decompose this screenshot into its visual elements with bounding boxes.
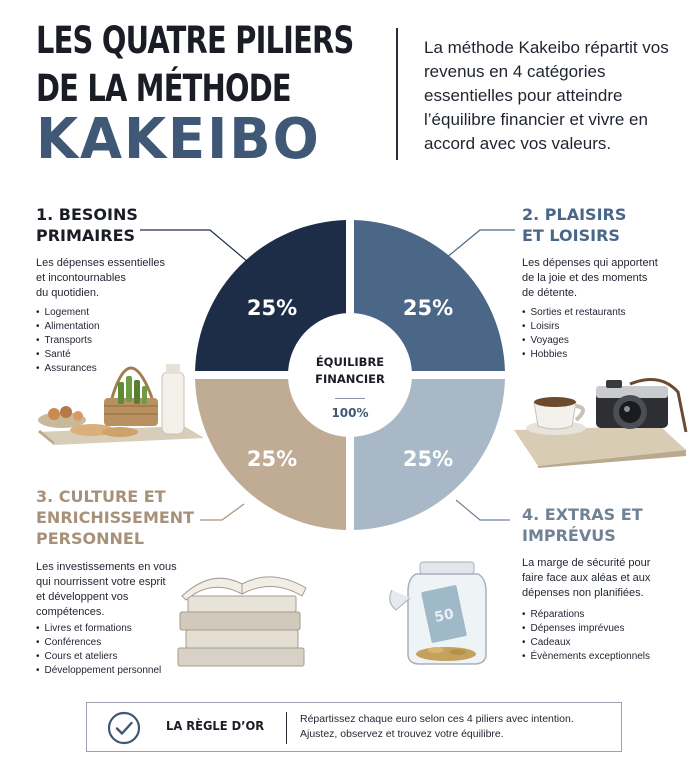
pillar-4-title: [522, 504, 643, 546]
list-item: • Cours et ateliers: [36, 650, 161, 664]
pillar-3-title-line2: ENRICHISSEMENT: [36, 508, 195, 527]
list-item: • Loisirs: [522, 320, 626, 334]
center-label: [300, 354, 400, 388]
center-divider: [335, 398, 365, 399]
pillar-4-desc-line: La marge de sécurité pour: [522, 557, 651, 569]
pillar-4-title-line2: IMPRÉVUS: [522, 526, 616, 545]
list-item: • Alimentation: [36, 320, 100, 334]
pillar-2-list: [522, 306, 626, 362]
leader-line-culture: [200, 504, 244, 520]
pillar-2-description: [522, 256, 658, 301]
pillar-2-title: [522, 204, 626, 246]
pillar-4-desc-line: dépenses non planifiées.: [522, 587, 644, 599]
leader-line-plaisirs: [446, 230, 515, 258]
list-item: • Transports: [36, 334, 100, 348]
pillar-1-title-line2: PRIMAIRES: [36, 226, 136, 245]
footer-divider: [286, 712, 287, 744]
pillar-2-title-line2: ET LOISIRS: [522, 226, 620, 245]
center-label-line2: FINANCIER: [315, 372, 385, 386]
list-item: • Voyages: [522, 334, 626, 348]
list-item: • Cadeaux: [522, 636, 650, 650]
pillar-1-desc-line: et incontournables: [36, 272, 126, 284]
pillar-1-description: [36, 256, 165, 301]
title-kakeibo: KAKEIBO: [36, 107, 321, 172]
pillar-3-desc-line: et développent vos: [36, 591, 129, 603]
list-item: • Réparations: [522, 608, 650, 622]
pillar-3-list: [36, 622, 161, 678]
list-item: • Livres et formations: [36, 622, 161, 636]
pillar-2-desc-line: de détente.: [522, 287, 578, 299]
percent-plaisirs: 25%: [402, 296, 454, 320]
list-item: • Santé: [36, 348, 100, 362]
svg-text:50: 50: [432, 606, 456, 626]
list-item: • Conférences: [36, 636, 161, 650]
pillar-2-desc-line: de la joie et des moments: [522, 272, 648, 284]
golden-rule-line2: Ajustez, observez et trouvez votre équilibre.: [300, 728, 504, 740]
book-stack-icon: [172, 566, 312, 670]
percent-extras: 25%: [402, 447, 454, 471]
golden-rule-text: [300, 712, 612, 742]
pillar-1-title: [36, 204, 138, 246]
title-line-1: LES QUATRE PILIERS: [36, 19, 354, 62]
intro-text: La méthode Kakeibo répartit vos revenus en 4 catégories essentielles pour atteindre l’équilibre financier et vivre en accord avec vos valeurs.: [424, 38, 669, 153]
title-line-2: DE LA MÉTHODE: [36, 67, 291, 110]
center-percent: 100%: [331, 406, 369, 420]
golden-rule-label: LA RÈGLE D’OR: [166, 718, 265, 733]
leader-line-extras: [456, 500, 510, 520]
groceries-basket-icon: [34, 346, 209, 446]
coffee-camera-icon: [510, 372, 690, 468]
center-label-line1: ÉQUILIBRE: [315, 355, 385, 369]
savings-jar-icon: [386, 558, 494, 670]
pillar-1-desc-line: du quotidien.: [36, 287, 99, 299]
pillar-3-desc-line: qui nourrissent votre esprit: [36, 576, 166, 588]
list-item: • Évènements exceptionnels: [522, 650, 650, 664]
pillar-3-description: [36, 560, 177, 620]
pillar-2-title-line1: 2. PLAISIRS: [522, 205, 627, 224]
pillar-1-desc-line: Les dépenses essentielles: [36, 257, 166, 269]
pillar-4-title-line1: 4. EXTRAS ET: [522, 505, 643, 524]
pillar-3-title-line1: 3. CULTURE ET: [36, 487, 166, 506]
pillar-3-title: [36, 486, 194, 549]
pillar-1-title-line1: 1. BESOINS: [36, 205, 138, 224]
list-item: • Assurances: [36, 362, 100, 376]
percent-besoins: 25%: [246, 296, 298, 320]
pillar-2-desc-line: Les dépenses qui apportent: [522, 257, 658, 269]
check-circle-icon: [106, 710, 142, 746]
list-item: • Hobbies: [522, 348, 626, 362]
pillar-3-desc-line: compétences.: [36, 606, 105, 618]
pillar-4-description: [522, 556, 650, 601]
list-item: • Sorties et restaurants: [522, 306, 626, 320]
golden-rule-line1: Répartissez chaque euro selon ces 4 piliers avec intention.: [300, 713, 574, 725]
pillar-4-desc-line: faire face aux aléas et aux: [522, 572, 651, 584]
percent-culture: 25%: [246, 447, 298, 471]
pillar-3-desc-line: Les investissements en vous: [36, 561, 177, 573]
list-item: • Développement personnel: [36, 664, 161, 678]
list-item: • Dépenses imprévues: [522, 622, 650, 636]
pillar-3-title-line3: PERSONNEL: [36, 529, 145, 548]
pillar-4-list: [522, 608, 650, 664]
list-item: • Logement: [36, 306, 100, 320]
